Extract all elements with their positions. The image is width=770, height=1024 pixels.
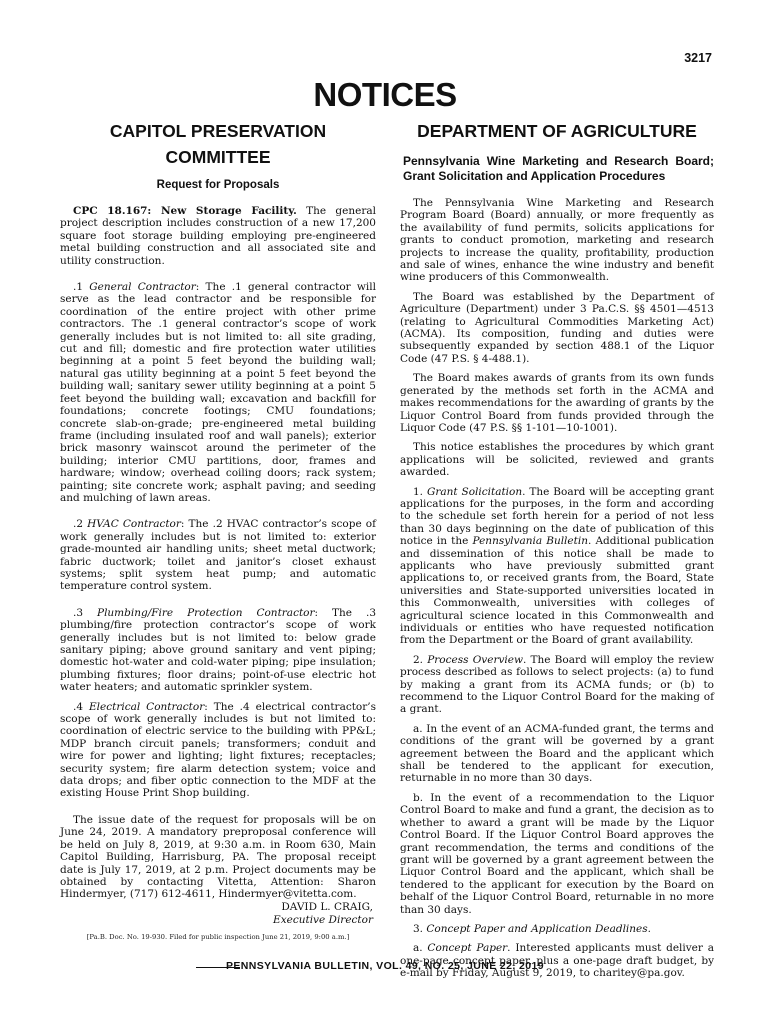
paragraph-awards: The Board makes awards of grants from its own funds generated by the methods set forth in the ACMA and makes recommendations for the awarding of grants by the Liquor Control Board from funds provided through the Liquor Code (47 P.S. §§ 1-101—10-1001). [400,372,714,434]
signature-block [60,901,376,927]
paragraph-acma-grant: a. In the event of an ACMA-funded grant, the terms and conditions of the grant will be governed by a grant agreement between the Board and the applicant which shall be tendered to the applicant for execution, returnable in no more than 30 days. [400,722,714,785]
item-title: Concept Paper [427,942,508,955]
item-number: .2 [73,518,88,531]
paragraph-general-contractor [60,281,376,504]
paragraph-process-overview [400,654,714,716]
item-title: General Contractor [89,281,196,294]
left-column [60,118,376,968]
item-title: Process Overview [427,653,523,666]
paragraph-hvac-contractor [60,518,376,592]
item-title: HVAC Contractor [87,518,181,531]
item-title: Electrical Contractor [88,700,205,713]
item-text-continued: . Additional publication and dissemination of this notice shall be made to applicants who have previously submitted grant applications to, or received grants from, the Board, State universities and State-supported universities located in this Commonwealth, universities with colleges of agricultural science located in this Commonwealth and individuals or entities who have requested notification from the Department or the Board of grant availability. [400,535,714,647]
signature-title: Executive Director [273,913,373,926]
paragraph-grant-solicitation [400,486,714,647]
item-text: . Interested applicants must deliver a one-page concept paper, plus a one-page draft budget, by e-mail by Friday, August 9, 2019, to charitey@pa.gov. [400,942,714,980]
item-text: : The .4 electrical contractor’s scope of work generally includes is but not limited to: coordination of electric service to the building with PP&L; MDP branch circuit panels; transformers; conduit and wire for power and lighting; light fixtures; receptacles; security system; fire alarm detection system; voice and data drops; and fiber optic connection to the MDF at the existing House Print Shop building. [60,700,376,800]
paragraph-procedures: This notice establishes the procedures by which grant applications will be solicited, reviewed and grants awarded. [400,441,714,479]
item-text: . The Board will employ the review process described as follows to select projects: (a) to fund by making a grant from its ACMA funds; or (b) to recommend to the Liquor Control Board for the making of a grant. [400,653,714,716]
item-title: Plumbing/Fire Protection Contractor [97,606,315,619]
item-number: a. [413,942,428,955]
signature-name: DAVID L. CRAIG, [281,900,373,913]
item-text: : The .2 HVAC contractor’s scope of work generally includes but is not limited to: exterior grade-mounted air handling units; sheet metal ductwork; fabric ductwork; toilet and janitor’s closet exhaust systems; split system heat pump; and automatic temperature control system. [60,518,376,593]
paragraph-deadlines-heading [400,923,714,935]
agency-name-agriculture: DEPARTMENT OF AGRICULTURE [417,121,697,141]
item-number: .1 [73,281,90,294]
page-number: 3217 [684,51,712,65]
notice-subheading-rfp: Request for Proposals [156,179,280,191]
project-description-text: The general project description includes construction of a new 17,200 square foot storage building employing pre-engineered metal building construction and all associated site and utility construction. [60,205,376,267]
project-lead-text: CPC 18.167: New Storage Facility. [73,205,297,217]
publication-name: Pennsylvania Bulletin [472,535,588,548]
page-footer: PENNSYLVANIA BULLETIN, VOL. 49, NO. 25, JUNE 22, 2019 [225,960,544,972]
paragraph-liquor-board-grant: b. In the event of a recommendation to the Liquor Control Board to make and fund a grant, the decision as to whether to award a grant will be made by the Liquor Control Board. If the Liquor Control Board approves the grant recommendation, the terms and conditions of the grant will be governed by a grant agreement between the Liquor Control Board and the applicant, which shall be tendered to the applicant for execution by the Board on behalf of the Liquor Control Board, returnable in no more than 30 days. [400,791,714,916]
paragraph-project-description [60,205,376,267]
right-column [400,118,714,980]
paragraph-board-established: The Board was established by the Department of Agriculture (Department) under 3 Pa.C.S. §§ 4501—4513 (relating to Agricultural Commodities Marketing Act) (ACMA). Its composition, funding and duties were subsequently expanded by section 488.1 of the Liquor Code (47 P.S. § 4-488.1). [400,290,714,365]
item-number: 1. [413,485,427,498]
item-number: .4 [73,700,89,713]
paragraph-intro: The Pennsylvania Wine Marketing and Research Program Board (Board) annually, or more frequently as the availability of fund permits, solicits applications for grants to conduct promotion, marketing and research projects to increase the quality, profitability, production and sale of wines, enhance the wine industry and benefit wine producers of this Commonwealth. [400,197,714,284]
item-text: . The Board will be accepting grant applications for the purposes, in the form and according to the schedule set forth herein for a period of not less than 30 days beginning on the date of publication of this notice in the [400,485,714,548]
item-text: . [647,922,651,935]
paragraph-electrical-contractor [60,701,376,800]
item-text: : The .3 plumbing/fire protection contractor’s scope of work generally includes but is not limited to: below grade sanitary piping; above ground sanitary and vent piping; domestic hot-water and cold-water piping; pipe insulation; plumbing fixtures; floor drains; point-of-use electric hot water heaters; and automatic sprinkler system. [60,606,377,694]
item-number: 2. [413,653,428,666]
paragraph-schedule: The issue date of the request for proposals will be on June 24, 2019. A mandatory preproposal conference will be held on July 8, 2019, at 9:30 a.m. in Room 630, Main Capitol Building, Harrisburg, PA. The proposal receipt date is July 17, 2019, at 2 p.m. Project documents may be obtained by contacting Vitetta, Attention: Sharon Hindermyer, (717) 612-4611, Hindermyer@vitetta.com. [60,813,376,901]
item-title: Concept Paper and Application Deadlines [426,922,648,935]
page-title: NOTICES [313,76,457,113]
item-number: .3 [73,606,97,619]
agency-name-capitol-preservation: CAPITOL PRESERVATION COMMITTEE [109,121,327,167]
paragraph-plumbing-contractor [60,607,376,694]
item-text: : The .1 general contractor will serve as the lead contractor and be responsible for coordination of the entire project with other prime contractors. The .1 general contractor’s scope of work generally includes but is not limited to: all site grading, cut and fill; domestic and fire protection water utilities beginning at a point 5 feet beyond the building wall; natural gas utility beginning at a point 5 feet beyond the building wall; sanitary sewer utility beginning at a point 5 feet beyond the building wall; excavation and backfill for foundations; concrete footings; CMU foundations; concrete slab-on-grade; pre-engineered metal building frame (including insulated roof and wall panels); exterior brick masonry wainscot around the perimeter of the building; interior CMU partitions, door, frames and hardware; window; overhead coiling doors; rack system; painting; site concrete work; asphalt paving; and seeding and mulching of lawn areas. [60,281,376,504]
notice-subheading-wine-board: Pennsylvania Wine Marketing and Research Board; Grant Solicitation and Application Procedures [403,154,714,183]
item-title: Grant Solicitation [426,485,523,498]
doc-filing-note: [Pa.B. Doc. No. 19-930. Filed for public inspection June 21, 2019, 9:00 a.m.] [86,932,350,941]
item-number: 3. [413,922,427,935]
